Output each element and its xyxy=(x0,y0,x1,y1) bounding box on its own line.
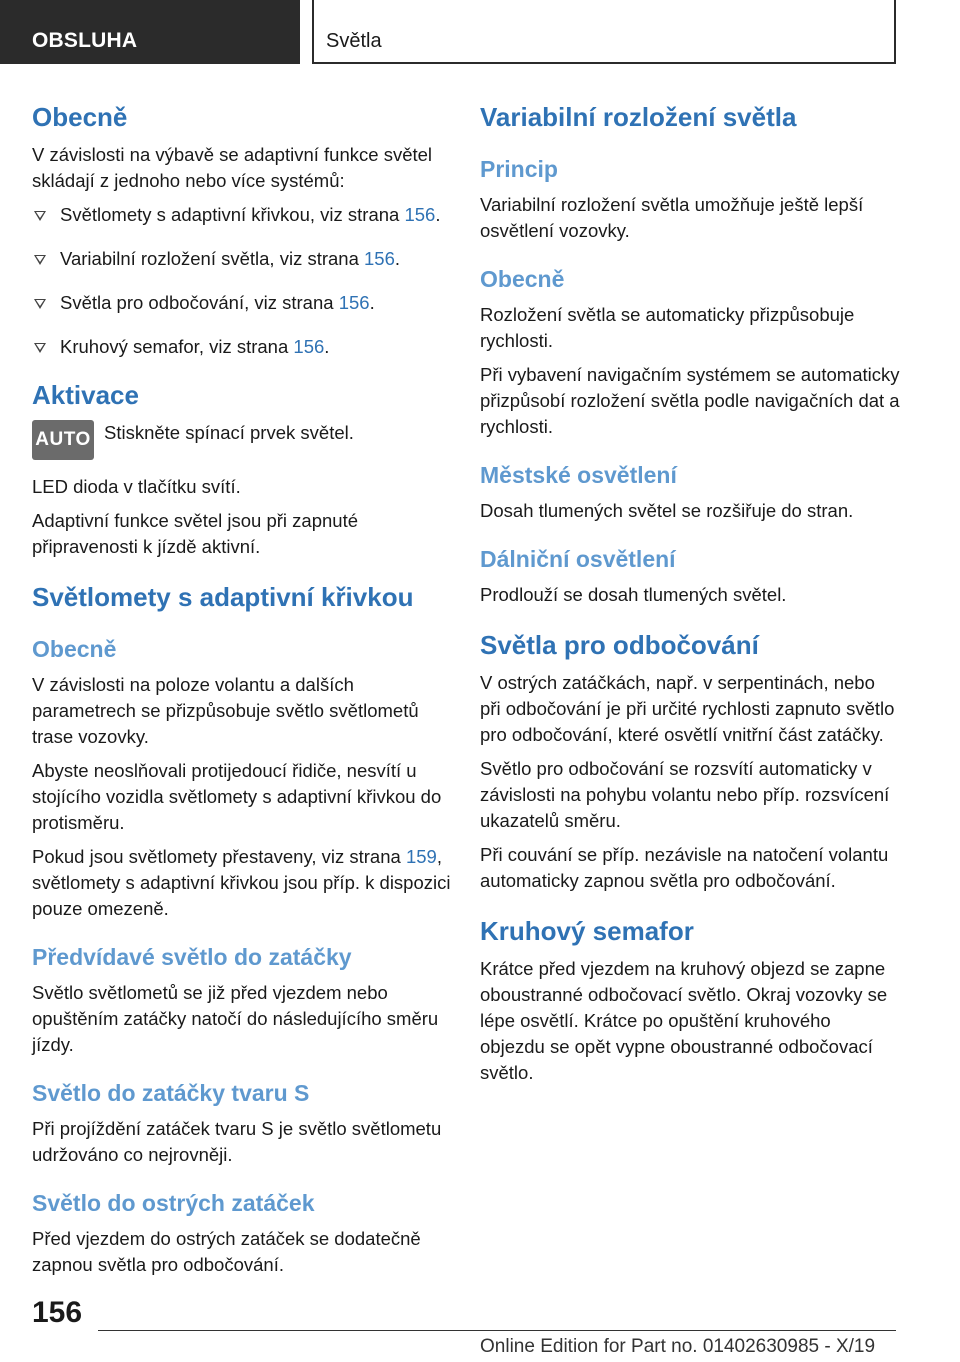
triangle-bullet-icon xyxy=(34,211,46,221)
paragraph: Při couvání se příp. nezávisle na natočení volantu automaticky zapnou světla pro odbočování. xyxy=(480,844,889,891)
page-link[interactable]: 156 xyxy=(338,292,370,313)
paragraph: Krátce před vjezdem na kruhový objezd se zapne oboustranné odbočovací světlo. Okraj vozovky se lépe osvětlí. Krátce po opuštění kruhového objezdu se opět vypne oboustranné odbočovací světlo. xyxy=(480,958,888,1083)
subheading-predvidave: Předvídavé světlo do zatáčky xyxy=(32,944,352,970)
paragraph: V ostrých zatáčkách, např. v serpentinách, nebo při odbočování je při určité rychlosti zapnuto světlo pro odbočování, které osvětlí vnitřní část zatáčky. xyxy=(480,672,895,745)
paragraph: Při projíždění zatáček tvaru S je světlo světlometu udržováno co nejrovněji. xyxy=(32,1118,442,1165)
aktivace-text: Stiskněte spínací prvek světel. xyxy=(104,422,354,443)
paragraph: Před vjezdem do ostrých zatáček se dodatečně zapnou světla pro odbočování. xyxy=(32,1228,421,1275)
paragraph: Při vybavení navigačním systémem se automaticky přizpůsobí rozložení světla podle navigačních dat a rychlosti. xyxy=(480,364,900,437)
page-link[interactable]: 156 xyxy=(404,204,436,225)
paragraph: Prodlouží se dosah tlumených světel. xyxy=(480,584,787,605)
right-column xyxy=(480,100,900,1094)
subheading-mestske: Městské osvětlení xyxy=(480,462,677,488)
paragraph: Abyste neoslňovali protijedoucí řidiče, nesvítí u stojícího vozidla světlomety s adaptivní křivkou do protisměru. xyxy=(32,760,442,833)
paragraph: Pokud jsou světlomety přestaveny, viz strana 159, světlomety s adaptivní křivkou jsou příp. k dispozici pouze omezeně. xyxy=(32,846,451,919)
subheading-dalnicni: Dálniční osvětlení xyxy=(480,546,676,572)
heading-kruhovy: Kruhový semafor xyxy=(480,916,694,946)
heading-obecne: Obecně xyxy=(32,102,128,132)
paragraph: Dosah tlumených světel se rozšiřuje do stran. xyxy=(480,500,854,521)
list-item: Světlomety s adaptivní křivkou, viz strana 156. xyxy=(32,202,452,228)
subheading-tvaru-s: Světlo do zatáčky tvaru S xyxy=(32,1080,310,1106)
paragraph: Variabilní rozložení světla umožňuje ještě lepší osvětlení vozovky. xyxy=(480,194,864,241)
triangle-bullet-icon xyxy=(34,255,46,265)
subheading-obecne: Obecně xyxy=(32,636,117,662)
list-item: Kruhový semafor, viz strana 156. xyxy=(32,334,452,360)
page-link[interactable]: 159 xyxy=(405,846,437,867)
heading-variabilni: Variabilní rozložení světla xyxy=(480,102,797,132)
page-link[interactable]: 156 xyxy=(364,248,395,269)
page-number: 156 xyxy=(32,1296,83,1329)
subheading-princip: Princip xyxy=(480,156,558,182)
adaptive-active-text: Adaptivní funkce světel jsou při zapnuté připravenosti k jízdě aktivní. xyxy=(32,510,358,557)
footer-divider xyxy=(98,1330,896,1331)
list-item: Variabilní rozložení světla, viz strana 156. xyxy=(32,246,452,272)
paragraph: Světlo světlometů se již před vjezdem nebo opuštěním zatáčky natočí do následujícího směru jízdy. xyxy=(32,982,439,1055)
paragraph: V závislosti na poloze volantu a dalších parametrech se přizpůsobuje světlo světlometů trase vozovky. xyxy=(32,674,419,747)
paragraph: Světlo pro odbočování se rozsvítí automaticky v závislosti na pohybu volantu nebo příp. rozsvícení ukazatelů směru. xyxy=(480,758,890,831)
auto-button-icon: AUTO xyxy=(32,420,94,460)
triangle-bullet-icon xyxy=(34,343,46,353)
footer-edition: Online Edition for Part no. 01402630985 - X/19 xyxy=(480,1336,876,1357)
chapter-title: Světla xyxy=(326,30,382,52)
subheading-ostrych: Světlo do ostrých zatáček xyxy=(32,1190,315,1216)
led-text: LED dioda v tlačítku svítí. xyxy=(32,476,241,497)
section-tab: OBSLUHA xyxy=(0,0,300,64)
page-link[interactable]: 156 xyxy=(293,336,325,357)
chapter-box xyxy=(312,0,896,64)
heading-odbocovani: Světla pro odbočování xyxy=(480,630,759,660)
paragraph: Rozložení světla se automaticky přizpůsobuje rychlosti. xyxy=(480,304,855,351)
left-column xyxy=(32,100,452,1286)
systems-list xyxy=(32,202,452,360)
heading-svetlomety: Světlomety s adaptivní křivkou xyxy=(32,582,414,612)
heading-aktivace: Aktivace xyxy=(32,380,139,410)
obecne-intro: V závislosti na výbavě se adaptivní funkce světel skládají z jednoho nebo více systémů: xyxy=(32,144,433,191)
list-item: Světla pro odbočování, viz strana 156. xyxy=(32,290,452,316)
triangle-bullet-icon xyxy=(34,299,46,309)
subheading-obecne: Obecně xyxy=(480,266,565,292)
page-header xyxy=(0,0,960,66)
auto-row xyxy=(32,420,452,460)
